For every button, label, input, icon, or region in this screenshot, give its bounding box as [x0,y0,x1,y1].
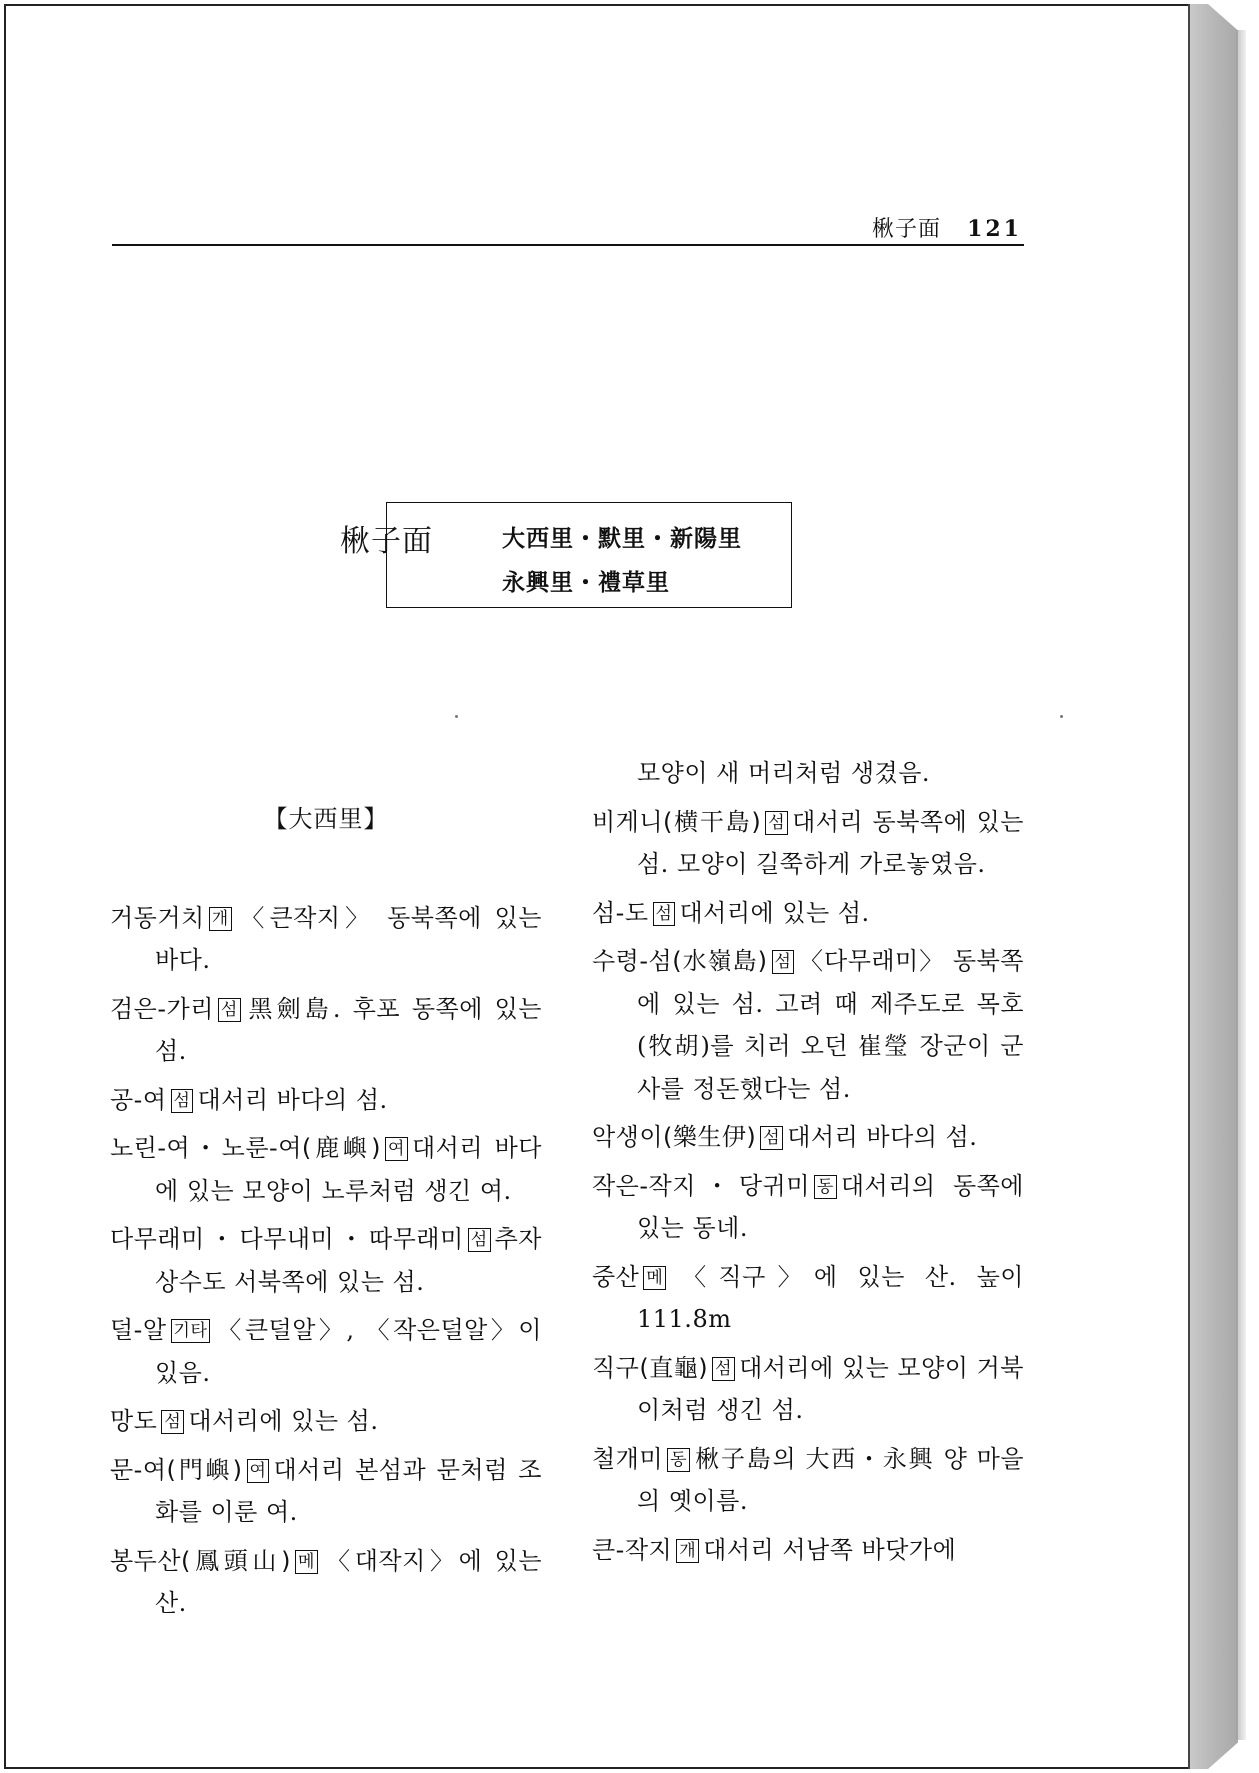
dictionary-entry [110,1309,542,1394]
dictionary-entry [592,1529,1024,1572]
dictionary-entry [592,892,1024,935]
entry-headword: 노린-여・노룬-여(鹿嶼) [110,1134,382,1162]
entry-headword: 봉두산(鳳頭山) [110,1546,291,1575]
entry-definition: 〈큰작지〉 동북쪽에 있는 바다. [155,903,542,974]
dictionary-entry [110,1540,542,1625]
entry-category-tag: 개 [676,1539,699,1563]
section-heading: 【大西里】 [263,805,389,833]
entry-headword: 비게니(横干島) [592,807,762,836]
entry-category-tag: 섬 [653,902,676,926]
dictionary-entry [110,1079,542,1122]
page-edge [1188,4,1238,1769]
speck [1060,715,1063,718]
entry-headword: 작은-작지・당귀미 [592,1171,810,1200]
entry-category-tag: 개 [209,907,232,931]
page-edge-shadow [1236,30,1246,1740]
entry-definition: 〈직구〉에 있는 산. 높이 111.8m [637,1262,1024,1333]
entry-headword: 덜-알 [110,1316,167,1344]
dictionary-entry [110,1218,542,1303]
entry-category-tag: 섬 [161,1410,184,1434]
entry-definition: 대서리의 동쪽에 있는 동네. [637,1171,1024,1242]
left-column [110,756,542,1631]
entry-definition: 대서리에 있는 섬. [679,898,870,927]
entry-definition: 黑劍島. 후포 동쪽에 있는 섬. [155,994,542,1065]
dictionary-entry [592,1116,1024,1159]
entry-category-tag: 여 [385,1137,408,1161]
entry-category-tag: 기타 [171,1319,211,1343]
entry-category-tag: 섬 [171,1089,194,1113]
entry-headword: 직구(直龜) [592,1353,709,1382]
entry-definition: 대서리 바다의 섬. [197,1085,388,1114]
entry-category-tag: 섬 [468,1228,491,1252]
entry-definition: 대서리 서남쪽 바닷가에 [703,1535,957,1564]
chapter-title-block [340,502,792,608]
entry-category-tag: 동 [667,1448,690,1472]
entry-headword: 철개미 [592,1444,664,1473]
entry-headword: 큰-작지 [592,1535,673,1564]
entry-definition: 대서리에 있는 섬. [188,1407,379,1435]
left-entry-list [110,897,542,1625]
entry-category-tag: 여 [247,1459,270,1483]
entry-headword: 망도 [110,1407,158,1435]
speck [455,715,458,718]
dictionary-entry [110,897,542,982]
dictionary-entry [592,1438,1024,1523]
right-entry-list [592,801,1024,1572]
entry-definition: 추자 상수도 서북쪽에 있는 섬. [155,1225,542,1296]
dictionary-entry [110,1449,542,1534]
village-list-line-1: 大西里・默里・新陽里 [502,526,742,552]
right-column [592,752,1024,1577]
entry-definition: 〈대작지〉에 있는 산. [155,1546,542,1617]
entry-headword: 다무래미・다무내미・따무래미 [110,1225,464,1253]
entry-category-tag: 섬 [712,1357,735,1381]
entry-definition: 대서리에 있는 모양이 거북이처럼 생긴 섬. [637,1353,1024,1424]
dictionary-entry [110,1400,542,1443]
entry-definition: 대서리 바다의 섬. [787,1123,978,1151]
entry-category-tag: 섬 [760,1126,783,1150]
entry-category-tag: 섬 [218,998,241,1022]
dictionary-entry [592,1165,1024,1250]
running-head-section: 楸子面 [872,217,942,242]
chapter-title: 楸子面 [340,524,433,559]
header-rule [112,244,1024,246]
entry-definition: 대서리 동북쪽에 있는 섬. 모양이 길쭉하게 가로놓였음. [637,807,1024,878]
entry-headword: 공-여 [110,1085,167,1114]
entry-definition: 〈큰덜알〉, 〈작은덜알〉이 있음. [155,1316,542,1387]
entry-category-tag: 메 [295,1550,318,1574]
dictionary-entry [592,1256,1024,1341]
entry-headword: 중산 [592,1262,640,1291]
dictionary-entry [592,1347,1024,1432]
entry-category-tag: 섬 [765,811,788,835]
entry-headword: 악생이(樂生伊) [592,1123,757,1151]
entry-category-tag: 섬 [772,950,795,974]
running-head [110,212,1022,243]
entry-category-tag: 메 [643,1266,666,1290]
dictionary-entry [110,988,542,1073]
entry-headword: 수령-섬(水嶺島) [592,947,768,975]
dictionary-entry [592,801,1024,886]
entry-headword: 검은-가리 [110,994,214,1023]
page-number: 121 [967,216,1022,242]
entry-headword: 거동거치 [110,903,205,932]
entry-definition: 〈다무래미〉 동북쪽에 있는 섬. 고려 때 제주도로 목호(牧胡)를 치러 오던 崔瑩 장군이 군사를 정돈했다는 섬. [637,947,1024,1103]
village-list-line-2: 永興里・禮草里 [502,570,670,596]
entry-definition: 대서리 바다에 있는 모양이 노루처럼 생긴 여. [155,1134,542,1205]
dictionary-entry [592,940,1024,1110]
entry-headword: 문-여(門嶼) [110,1455,243,1484]
entry-category-tag: 동 [814,1175,837,1199]
entry-headword: 섬-도 [592,898,649,927]
entry-definition: 楸子島의 大西・永興 양 마을의 옛이름. [637,1444,1024,1515]
entry-continuation: 모양이 새 머리처럼 생겼음. [637,759,931,787]
dictionary-entry [110,1127,542,1212]
entry-definition: 대서리 본섬과 문처럼 조화를 이룬 여. [155,1455,542,1526]
